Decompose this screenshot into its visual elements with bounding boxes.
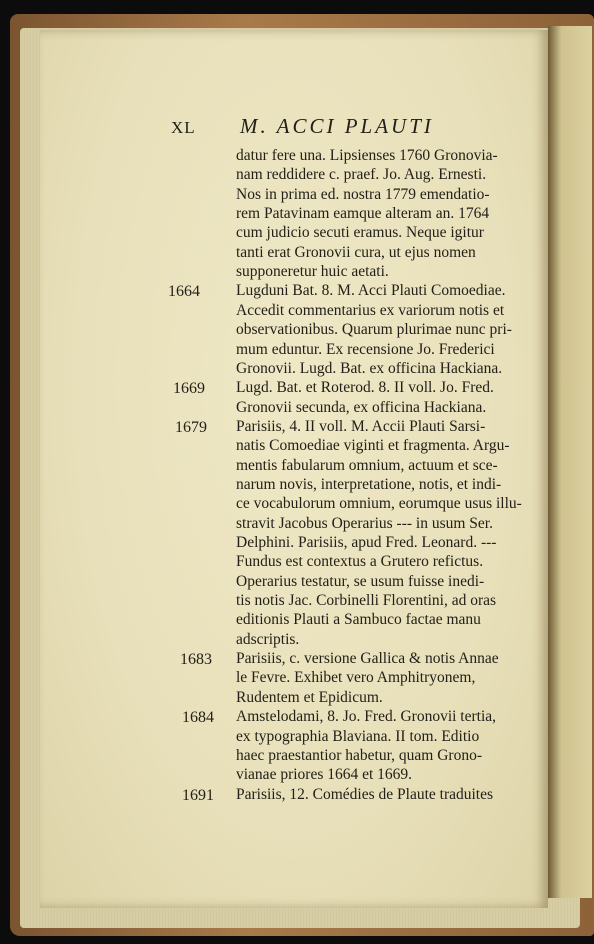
- text-line: Operarius testatur, se usum fuisse inedi-: [236, 572, 485, 590]
- text-line: rem Patavinam eamque alteram an. 1764: [236, 205, 490, 223]
- text-line: Parisiis, c. versione Gallica & notis Annae: [236, 650, 499, 668]
- text-line: haec praestantior habetur, quam Grono-: [236, 746, 482, 764]
- text-line: narum novis, interpretatione, notis, et indi-: [236, 475, 502, 493]
- page-header: [40, 114, 548, 142]
- text-line: tis notis Jac. Corbinelli Florentini, ad oras: [236, 592, 497, 610]
- entry-year: 1679: [175, 418, 207, 436]
- text-line: Lugd. Bat. et Roterod. 8. II voll. Jo. Fred.: [236, 379, 494, 397]
- text-line: vianae priores 1664 et 1669.: [236, 766, 413, 784]
- text-line: editionis Plauti a Sambuco factae manu: [236, 611, 481, 629]
- text-line: datur fere una. Lipsienses 1760 Gronovia-: [236, 147, 498, 164]
- text-line: ex typographia Blaviana. II tom. Editio: [236, 727, 480, 745]
- entry-year: 1664: [168, 283, 200, 301]
- text-line: tanti erat Gronovii cura, ut ejus nomen: [236, 243, 476, 261]
- entry-year: 1669: [173, 380, 205, 398]
- entry-year: 1683: [180, 651, 212, 669]
- running-title: M. ACCI PLAUTI: [240, 114, 434, 138]
- facing-page-edge: [548, 26, 592, 898]
- text-line: Parisiis, 4. II voll. M. Accii Plauti Sarsi-: [236, 417, 486, 435]
- text-line: cum judicio secuti eramus. Neque igitur: [236, 224, 484, 242]
- text-line: Parisiis, 12. Comédies de Plaute traduites: [236, 785, 494, 803]
- book-page: [40, 30, 548, 908]
- text-line: mentis fabularum omnium, actuum et sce-: [236, 456, 498, 474]
- entry-year: 1691: [182, 786, 214, 804]
- text-line: ce vocabulorum omnium, eorumque usus illu-: [236, 495, 522, 513]
- text-line: mum eduntur. Ex recensione Jo. Frederici: [236, 340, 495, 358]
- text-line: Accedit commentarius ex variorum notis et: [236, 301, 505, 319]
- text-line: Lugduni Bat. 8. M. Acci Plauti Comoediae.: [236, 282, 506, 300]
- text-line: Fundus est contextus a Grutero refictus.: [236, 553, 484, 571]
- text-line: Delphini. Parisiis, apud Fred. Leonard. ---: [236, 534, 497, 551]
- text-line: stravit Jacobus Operarius --- in usum Ser.: [236, 514, 493, 532]
- text-line: Gronovii secunda, ex officina Hackiana.: [236, 398, 487, 416]
- folio-number: XL: [171, 118, 196, 137]
- text-line: supponeretur huic aetati.: [236, 263, 389, 281]
- text-line: Rudentem et Epidicum.: [236, 688, 383, 706]
- text-line: Nos in prima ed. nostra 1779 emendatio-: [236, 185, 490, 203]
- text-line: observationibus. Quarum plurimae nunc pri-: [236, 321, 512, 339]
- entry-year: 1684: [182, 709, 214, 727]
- text-line: Gronovii. Lugd. Bat. ex officina Hackiana.: [236, 359, 503, 377]
- text-line: natis Comoediae viginti et fragmenta. Argu-: [236, 437, 510, 455]
- text-line: Amstelodami, 8. Jo. Fred. Gronovii tertia,: [236, 708, 497, 726]
- text-line: nam reddidere c. praef. Jo. Aug. Ernesti.: [236, 166, 487, 184]
- text-line: adscriptis.: [236, 630, 300, 648]
- text-line: le Fevre. Exhibet vero Amphitryonem,: [236, 669, 476, 687]
